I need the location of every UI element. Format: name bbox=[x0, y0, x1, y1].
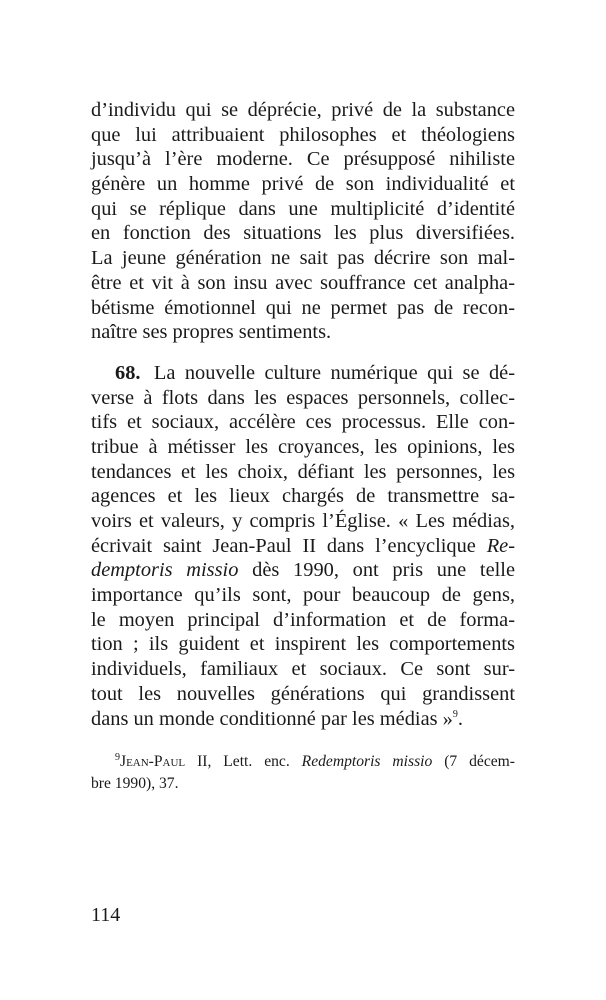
text-line bbox=[91, 534, 515, 559]
text-line: verse à flots dans les espaces personnels, collec- bbox=[91, 386, 515, 409]
text-line: le moyen principal d’information et de forma- bbox=[91, 608, 515, 631]
paragraph-68 bbox=[91, 361, 515, 731]
text-line: voirs et valeurs, y compris l’Église. « Les médias, bbox=[91, 510, 515, 532]
footnote-line: bre 1990), 37. bbox=[91, 775, 179, 793]
paragraph-number: 68. bbox=[115, 361, 141, 384]
text-line bbox=[91, 707, 515, 732]
text-line: que lui attribuaient philosophes et théologiens bbox=[91, 123, 515, 146]
text-line: tout les nouvelles générations qui grandissent bbox=[91, 682, 515, 705]
text-line: naître ses propres sentiments. bbox=[91, 321, 332, 344]
text-span: écrivait saint Jean-Paul II dans l’encyclique bbox=[91, 534, 487, 557]
text-line: agences et les lieux chargés de transmettre sa- bbox=[91, 485, 515, 508]
page-number: 114 bbox=[91, 904, 121, 926]
italic-title: Re- bbox=[486, 534, 515, 557]
footnote bbox=[91, 751, 515, 795]
footnote-number: 9 bbox=[115, 752, 120, 763]
text-line: individuels, familiaux et sociaux. Ce sont sur- bbox=[91, 658, 515, 681]
footnote-marker: 9 bbox=[452, 708, 458, 720]
text-span: . bbox=[457, 707, 463, 730]
text-line: importance qu’ils sont, pour beaucoup de gens, bbox=[91, 584, 515, 607]
text-span: II, Lett. enc. bbox=[185, 753, 302, 771]
text-line: qui se réplique dans une multiplicité d’identité bbox=[91, 197, 515, 220]
text-line: tendances et les choix, défiant les personnes, les bbox=[91, 460, 515, 483]
text-line bbox=[91, 558, 515, 583]
text-line: en fonction des situations les plus diversifiées. bbox=[91, 222, 515, 245]
text-span: dans un monde conditionné par les médias » bbox=[91, 707, 453, 730]
text-line bbox=[91, 361, 515, 386]
text-span: La nouvelle culture numérique qui se dé- bbox=[153, 361, 515, 384]
text-line: tribue à métisser les croyances, les opinions, les bbox=[91, 435, 515, 458]
text-line: jusqu’à l’ère moderne. Ce présupposé nihiliste bbox=[91, 148, 515, 171]
text-line: être et vit à son insu avec souffrance cet analpha- bbox=[91, 271, 515, 294]
text-line: génère un homme privé de son individualité et bbox=[91, 173, 515, 196]
page-body bbox=[91, 98, 515, 795]
text-line: bétisme émotionnel qui ne permet pas de recon- bbox=[91, 296, 515, 319]
text-span: dès 1990, ont pris une telle bbox=[238, 559, 515, 582]
italic-title: demptoris missio bbox=[91, 559, 239, 582]
text-line: tifs et sociaux, accélère ces processus. Elle con- bbox=[91, 411, 515, 434]
footnote-line bbox=[91, 751, 515, 773]
footnote-author: Jean-Paul bbox=[120, 753, 186, 771]
text-span: (7 décem- bbox=[432, 753, 515, 771]
footnote-title: Redemptoris missio bbox=[301, 753, 433, 771]
text-line: tion ; ils guident et inspirent les comportements bbox=[91, 633, 515, 656]
text-line: d’individu qui se déprécie, privé de la substance bbox=[91, 99, 515, 121]
paragraph-1 bbox=[91, 98, 515, 345]
text-line: La jeune génération ne sait pas décrire son mal- bbox=[91, 247, 515, 270]
